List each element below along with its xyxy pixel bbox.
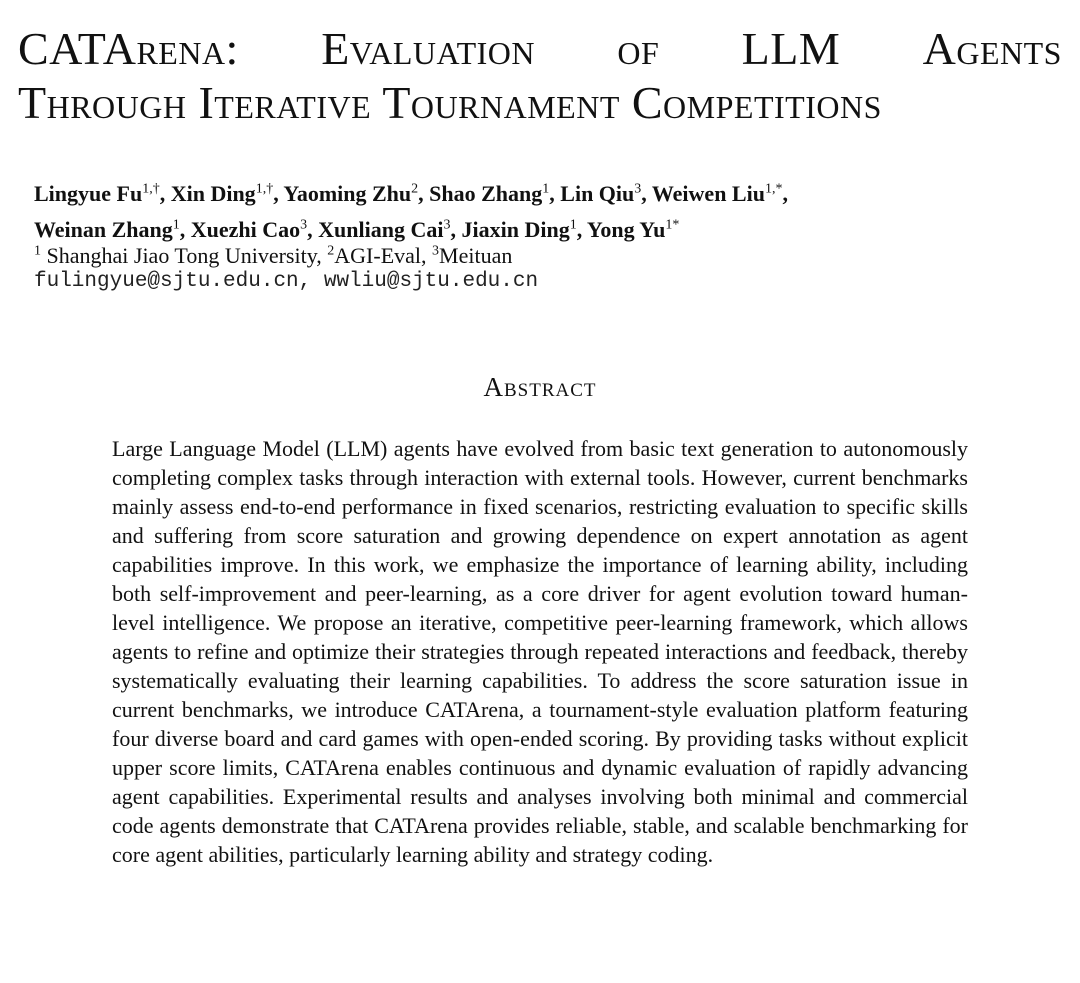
title-word: Agents — [922, 23, 1062, 74]
author-separator: , — [179, 216, 186, 242]
author-separator: , — [782, 181, 788, 207]
author-affiliation-mark: 1 — [172, 217, 180, 233]
author-name-text: Weiwen Liu — [651, 181, 765, 207]
affiliation-item — [432, 243, 512, 268]
author-name — [652, 181, 788, 206]
author-name-text: Jiaxin Ding — [461, 216, 570, 242]
affiliation-mark: 1 — [34, 244, 41, 259]
author-affiliation-mark: 3 — [634, 182, 642, 197]
abstract-heading: Abstract — [483, 372, 597, 402]
author-name-text: Weinan Zhang — [34, 216, 173, 242]
affiliation-mark: 3 — [432, 244, 440, 259]
affiliation-name: AGI-Eval — [334, 243, 422, 269]
author-name-text: Xunliang Cai — [318, 216, 444, 242]
author-affiliation-mark: 3 — [300, 217, 308, 233]
author-name — [560, 181, 646, 206]
title-word: Evaluation — [321, 23, 536, 74]
author-name-text: Lingyue Fu — [34, 181, 143, 207]
affiliation-name: Shanghai Jiao Tong University — [41, 243, 317, 269]
affiliations — [34, 238, 512, 270]
affiliation-mark: 2 — [327, 244, 335, 259]
author-separator: , — [576, 216, 583, 242]
author-name-text: Xuezhi Cao — [190, 216, 301, 242]
title-word: CATArena: — [18, 23, 239, 74]
author-separator: , — [450, 216, 456, 242]
affiliation-item — [34, 243, 327, 268]
author-affiliation-mark: 1,* — [764, 182, 783, 197]
author-name-text: Lin Qiu — [560, 181, 635, 207]
abstract-body — [112, 434, 968, 869]
author-name — [171, 181, 279, 206]
author-affiliation-mark: 1,† — [142, 182, 160, 197]
author-separator: , — [307, 216, 313, 242]
author-affiliation-mark: 1* — [665, 217, 680, 233]
affiliation-separator: , — [421, 243, 433, 269]
title-word: LLM — [741, 23, 841, 74]
author-affiliation-mark: 1 — [542, 182, 550, 197]
affiliation-name: Meituan — [439, 243, 513, 269]
author-emails: fulingyue@sjtu.edu.cn, wwliu@sjtu.edu.cn — [34, 270, 539, 293]
author-separator: , — [549, 181, 555, 207]
paper-title — [18, 22, 1062, 130]
author-name — [283, 181, 423, 206]
author-separator: , — [418, 181, 424, 207]
author-affiliation-mark: 2 — [411, 182, 419, 197]
author-name-text: Xin Ding — [170, 181, 256, 207]
author-list — [34, 174, 1044, 245]
author-separator: , — [641, 181, 647, 207]
author-separator: , — [273, 181, 279, 207]
author-name — [34, 181, 165, 206]
author-separator: , — [159, 181, 166, 207]
author-name-text: Yaoming Zhu — [283, 181, 412, 207]
author-affiliation-mark: 1 — [569, 217, 577, 233]
title-line-1 — [18, 22, 1062, 76]
affiliation-item — [327, 243, 432, 268]
title-line-2: Through Iterative Tournament Competitions — [18, 77, 882, 128]
author-name-text: Shao Zhang — [429, 181, 543, 207]
author-affiliation-mark: 1,† — [255, 182, 274, 197]
title-word: of — [617, 23, 660, 74]
author-name-text: Yong Yu — [586, 216, 666, 242]
affiliation-separator: , — [316, 243, 328, 269]
author-name — [587, 217, 679, 242]
abstract-text: Large Language Model (LLM) agents have evolved from basic text generation to autonomously completing complex tasks through interaction with external tools. However, current benchmarks mainly assess end-to-end performance in fixed scenarios, restricting evaluation to specific skills and suffering from score saturation and growing dependence on expert annotation as agent capabilities improve. In this work, we emphasize the importance of learning ability, including both self-improvement and peer-learning, as a core driver for agent evolution toward human-level intelligence. We propose an iterative, competitive peer-learning framework, which allows agents to refine and optimize their strategies through repeated interactions and feedback, thereby systematically evaluating their learning capabilities. To address the score saturation issue in current benchmarks, we introduce CATArena, a tournament-style evaluation platform featuring four diverse board and card games with open-ended scoring. By providing tasks without explicit upper score limits, CATArena enables continuous and dynamic evaluation of rapidly advancing agent capabilities. Experimental results and analyses involving both minimal and commercial code agents demonstrate that CATArena provides reliable, stable, and scalable benchmarking for core agent abilities, particularly learning ability and strategy coding. — [112, 436, 968, 867]
author-affiliation-mark: 3 — [443, 217, 451, 233]
author-name — [429, 181, 555, 206]
